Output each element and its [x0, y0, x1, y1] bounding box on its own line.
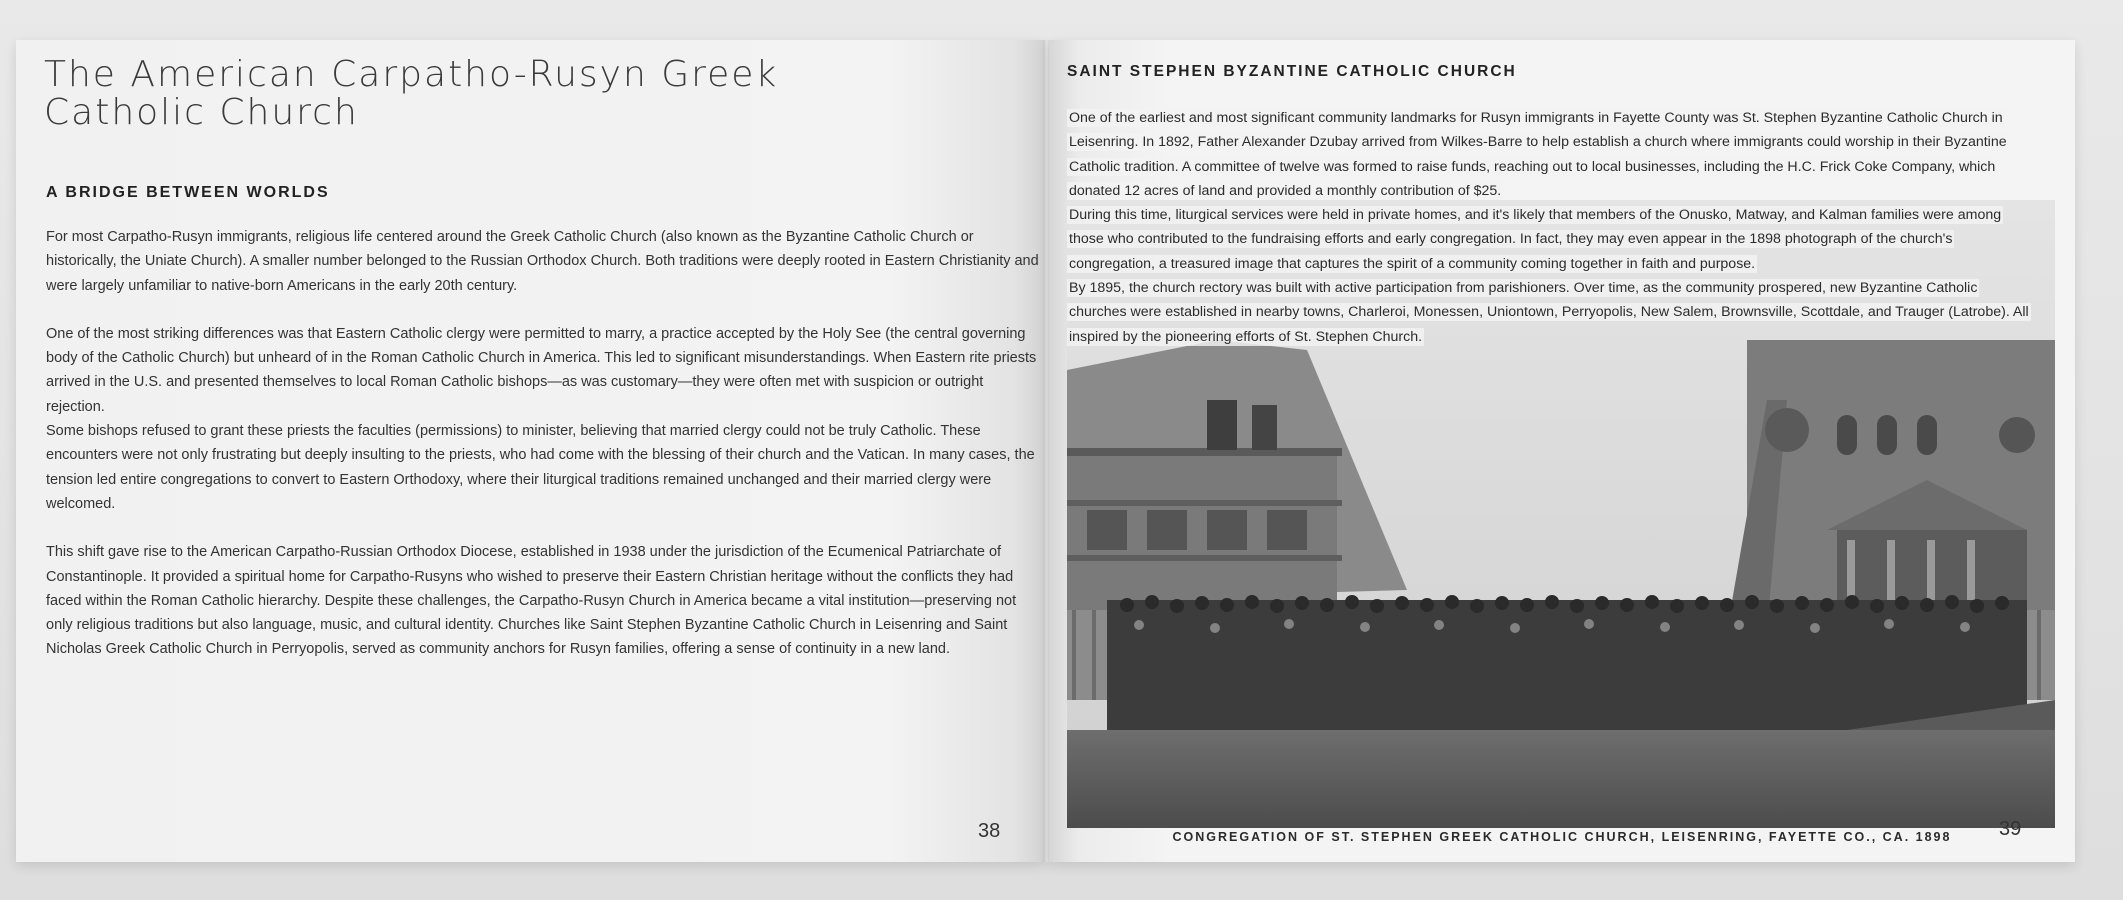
left-paragraph-2: One of the most striking differences was that Eastern Catholic clergy were permitted to marry, a practice accepted by the Holy See (the central governing body of the Catholic Church) but unheard of in the Roman Catholic Church in America. This led to significant misunderstandings. When Eastern rite priests arrived in the U.S. and presented themselves to local Roman Catholic bishops—as was customary—they were often met with suspicion or outright rejection.: [46, 325, 1037, 415]
right-paragraph-2: [1067, 203, 2037, 276]
right-page: [1049, 40, 2075, 862]
left-paragraph-3: Some bishops refused to grant these priests the faculties (permissions) to minister, believing that married clergy could not be truly Catholic. These encounters were not only frustrating but deeply insulting to the priests, who had come with the blessing of their church and the Vatican. In many cases, the tension led entire congregations to convert to Eastern Orthodoxy, where their liturgical traditions remained unchanged and their married clergy were welcomed.: [46, 423, 1035, 512]
right-paragraph-1-text: One of the earliest and most significant community landmarks for Rusyn immigrants in Fayette County was St. Stephen Byzantine Catholic Church in Leisenring. In 1892, Father Alexander Dzubay arrived from Wilkes-Barre to help establish a church where immigrants could worship in their Byzantine Catholic tradition. A committee of twelve was formed to raise funds, reaching out to local businesses, including the H.C. Frick Coke Company, which donated 12 acres of land and provided a monthly contribution of $25.: [1069, 110, 2007, 199]
church-heading: SAINT STEPHEN BYZANTINE CATHOLIC CHURCH: [1067, 63, 1517, 80]
section-heading: A BRIDGE BETWEEN WORLDS: [46, 184, 330, 201]
page-title: [44, 56, 944, 132]
page-number-right: 39: [1999, 818, 2022, 840]
right-paragraph-2-text: During this time, liturgical services were held in private homes, and it's likely that members of the Onusko, Matway, and Kalman families were among those who contributed to the fundraising efforts and early congregation. In fact, they may even appear in the 1898 photograph of the church's congregation, a treasured image that captures the spirit of a community coming together in faith and purpose.: [1069, 207, 2002, 272]
right-paragraph-3-text: By 1895, the church rectory was built with active participation from parishioners. Over time, as the community prospered, new Byzantine Catholic churches were established in nearby towns, Charleroi, Monessen, Uniontown, Perryopolis, New Salem, Brownsville, Scottdale, and Trauger (Latrobe). All inspired by the pioneering efforts of St. Stephen Church.: [1069, 280, 2029, 345]
photo-caption: CONGREGATION OF ST. STEPHEN GREEK CATHOLIC CHURCH, LEISENRING, FAYETTE CO., CA. 1898: [1172, 830, 1952, 844]
right-paragraph-1: [1067, 106, 2037, 203]
left-paragraph-4: This shift gave rise to the American Carpatho-Russian Orthodox Diocese, established in 1938 under the jurisdiction of the Ecumenical Patriarchate of Constantinople. It provided a spiritual home for Carpatho-Rusyns who wished to preserve their Eastern Christian heritage without the conflicts they had faced within the Roman Catholic hierarchy. Despite these challenges, the Carpatho-Rusyn Church in America became a vital institution—preserving not only religious traditions but also language, music, and cultural identity. Churches like Saint Stephen Byzantine Catholic Church in Leisenring and Saint Nicholas Greek Catholic Church in Perryopolis, served as community anchors for Rusyn families, offering a sense of continuity in a new land.: [46, 544, 1017, 658]
left-body-text: [46, 225, 1040, 662]
right-body-text: [1067, 106, 2037, 349]
left-paragraph-1: For most Carpatho-Rusyn immigrants, religious life centered around the Greek Catholic Church (also known as the Byzantine Catholic Church or historically, the Uniate Church). A smaller number belonged to the Russian Orthodox Church. Both traditions were deeply rooted in Eastern Christianity and were largely unfamiliar to native-born Americans in the early 20th century.: [46, 229, 1039, 294]
right-paragraph-3: [1067, 276, 2037, 349]
page-number-left: 38: [978, 820, 1001, 842]
title-line-2: Catholic Church: [44, 92, 359, 133]
left-page: [16, 40, 1045, 862]
title-line-1: The American Carpatho-Rusyn Greek: [44, 54, 779, 95]
